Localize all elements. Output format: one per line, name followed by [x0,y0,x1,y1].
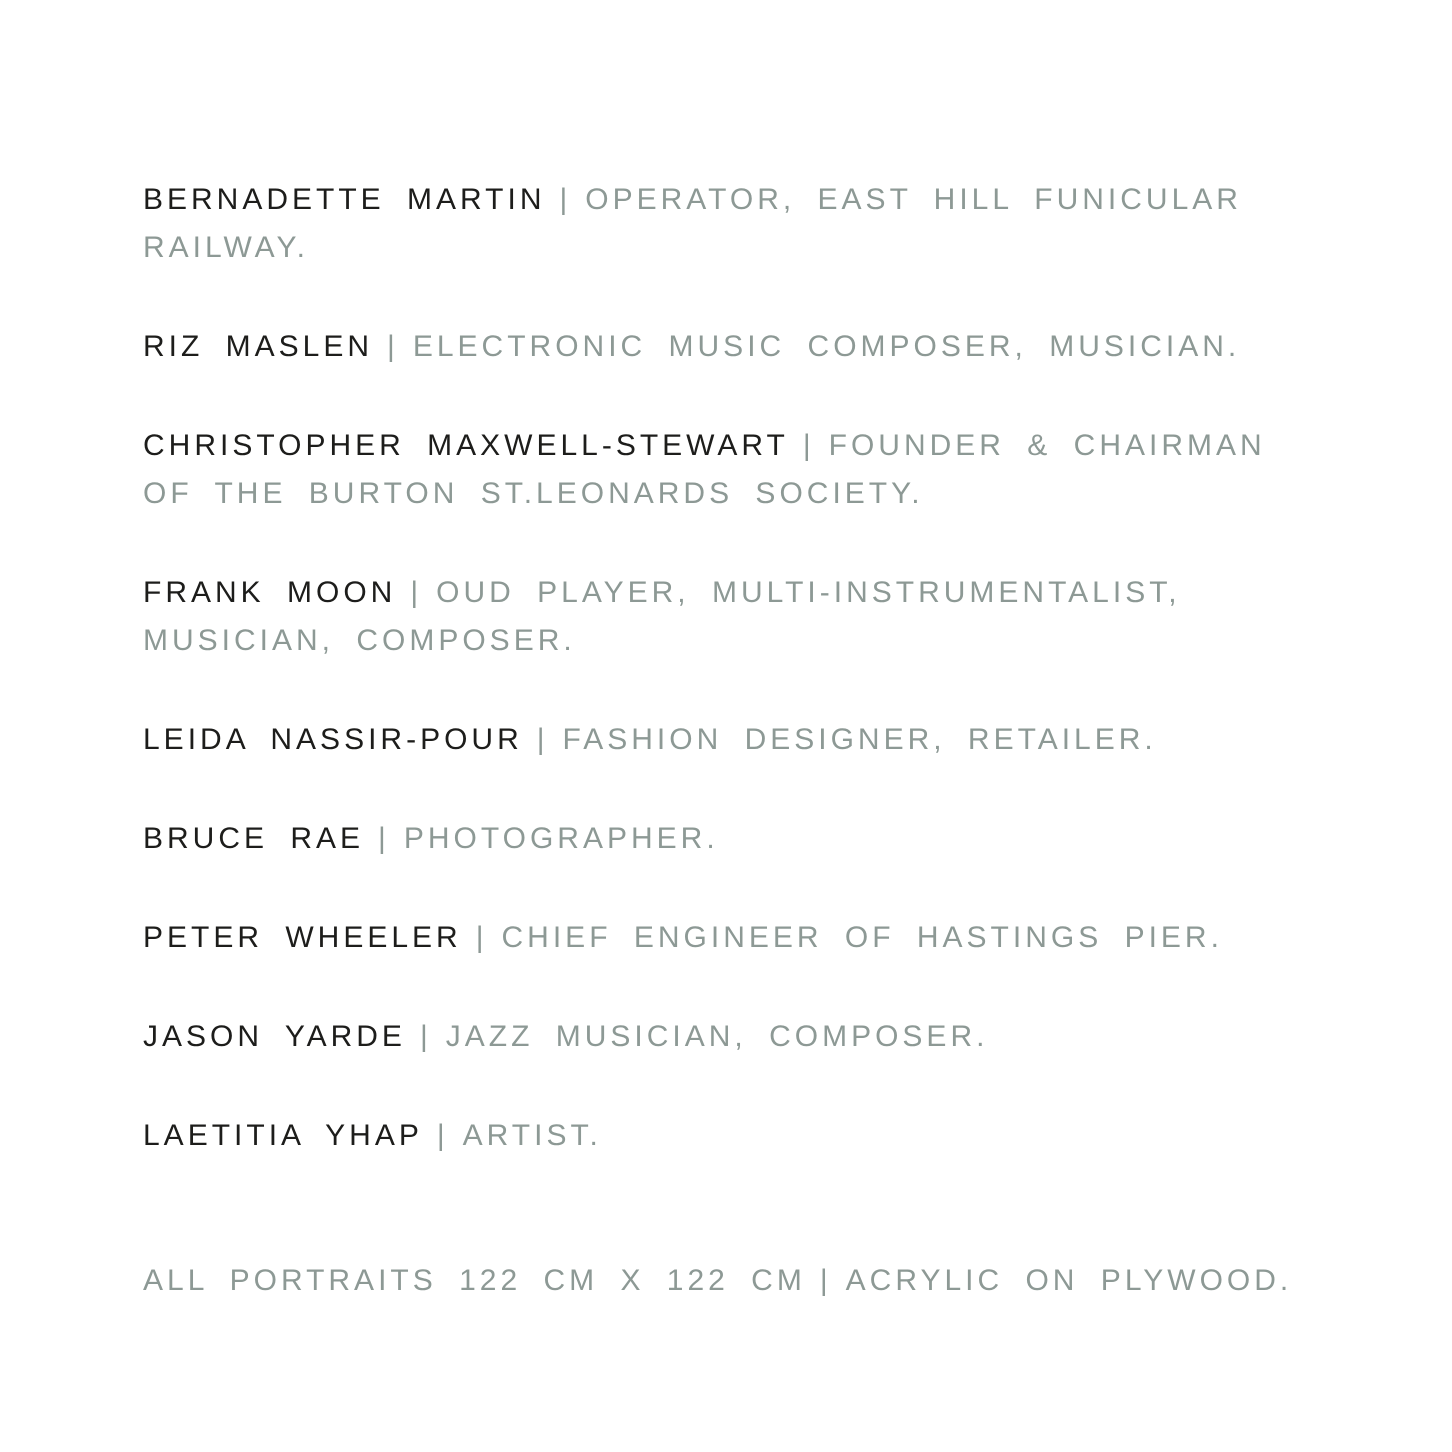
separator: | [378,822,390,855]
person-role: PHOTOGRAPHER. [403,822,719,855]
footer-note [143,1257,1332,1305]
person-name: LAETITIA YHAP [143,1119,423,1152]
credit-entry [143,815,1313,863]
person-role: CHIEF ENGINEER OF HASTINGS PIER. [501,921,1223,954]
separator: | [802,429,815,462]
person-name: CHRISTOPHER MAXWELL-STEWART [143,429,789,462]
separator: | [536,723,549,756]
separator: | [475,921,488,954]
person-name: LEIDA NASSIR-POUR [143,723,523,756]
person-role: OPERATOR, EAST HILL FUNICULAR RAILWAY. [143,183,1242,264]
portrait-dimensions: ALL PORTRAITS 122 CM X 122 CM [143,1264,806,1297]
separator: | [559,183,572,216]
credit-entry [143,176,1313,272]
person-name: FRANK MOON [143,576,397,609]
person-role: OUD PLAYER, MULTI-INSTRUMENTALIST, MUSICIAN, COMPOSER. [143,576,1181,657]
separator: | [819,1264,832,1297]
credit-entry [143,914,1313,962]
credit-entry [143,716,1313,764]
person-role: FOUNDER & CHAIRMAN OF THE BURTON ST.LEONARDS SOCIETY. [143,429,1266,510]
credit-entry [143,569,1313,665]
person-role: FASHION DESIGNER, RETAILER. [562,723,1157,756]
person-name: RIZ MASLEN [143,330,374,363]
person-name: PETER WHEELER [143,921,462,954]
credit-entry [143,1013,1313,1061]
credits-list [143,176,1332,1160]
credit-entry [143,1112,1313,1160]
separator: | [410,576,423,609]
person-role: JAZZ MUSICIAN, COMPOSER. [445,1020,989,1053]
person-role: ARTIST. [462,1119,602,1152]
separator: | [387,330,399,363]
person-name: BERNADETTE MARTIN [143,183,546,216]
person-name: JASON YARDE [143,1020,406,1053]
credit-entry [143,422,1313,518]
person-name: BRUCE RAE [143,822,365,855]
separator: | [419,1020,432,1053]
separator: | [436,1119,449,1152]
person-role: ELECTRONIC MUSIC COMPOSER, MUSICIAN. [412,330,1241,363]
portrait-medium: ACRYLIC ON PLYWOOD. [845,1264,1293,1297]
credit-entry [143,323,1313,371]
